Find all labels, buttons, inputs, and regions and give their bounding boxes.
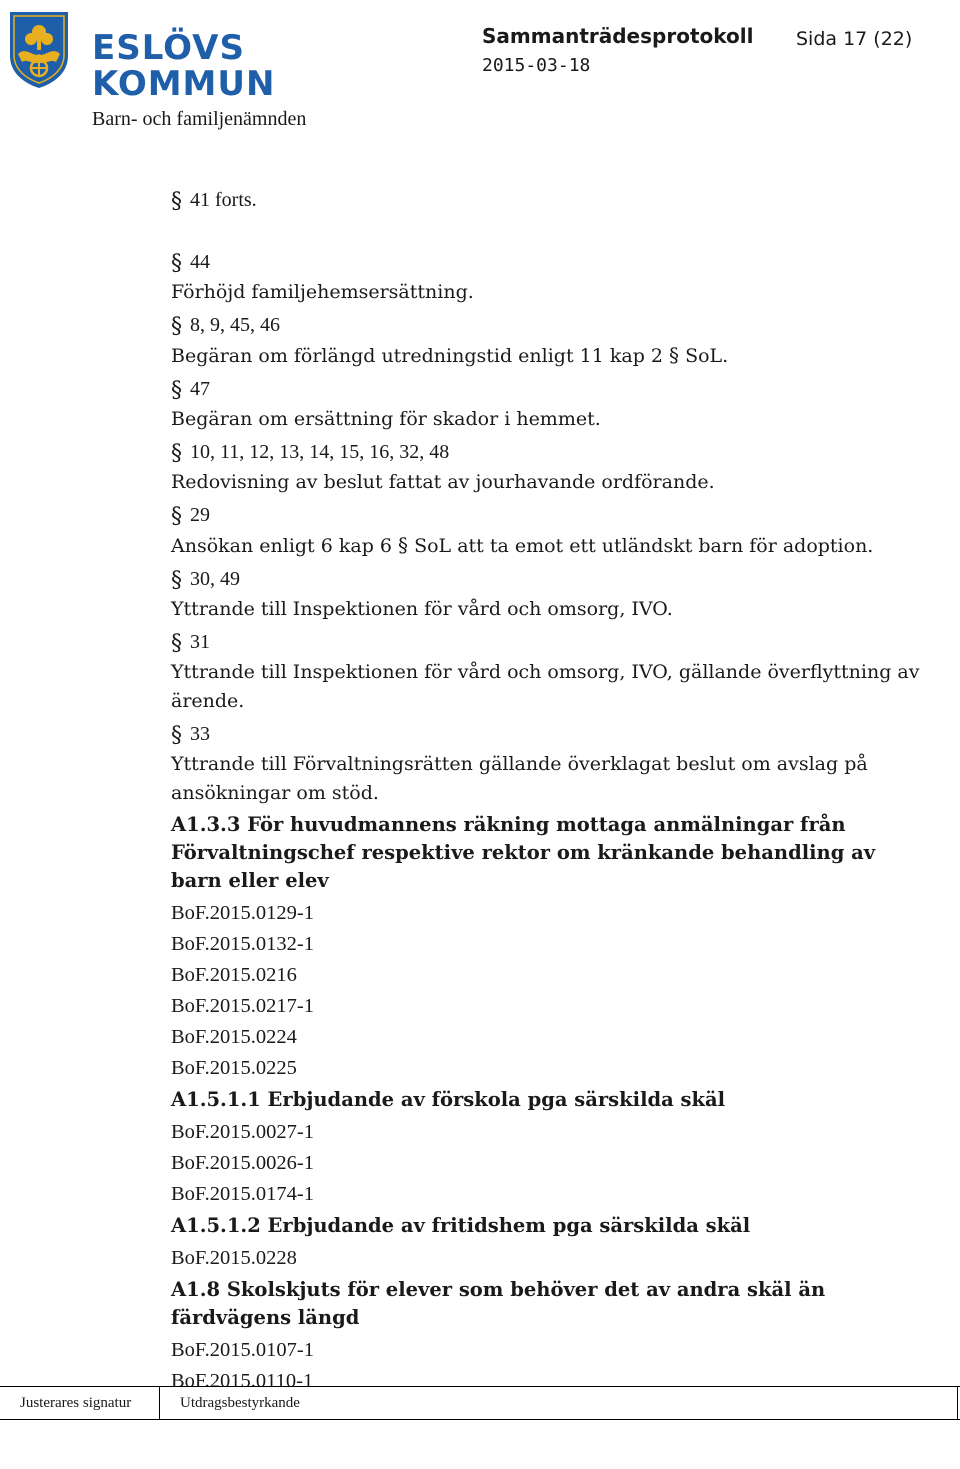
section-description: Yttrande till Inspektionen för vård och omsorg, IVO, gällande överflyttning av ärende. — [171, 661, 920, 712]
case-reference: BoF.2015.0026-1 — [171, 1152, 315, 1174]
delegation-heading: A1.5.1.2 Erbjudande av fritidshem pga särskilda skäl — [171, 1214, 751, 1237]
section-number: § 44 — [171, 247, 921, 277]
paragraph-sign: § — [171, 189, 182, 214]
section-description: Begäran om ersättning för skador i hemmet. — [171, 408, 601, 430]
paragraph-sign: § — [171, 723, 182, 748]
paragraph-sign: § — [398, 533, 409, 557]
section-description: Förhöjd familjehemsersättning. — [171, 281, 474, 303]
signature-field: Justerares signatur — [0, 1387, 160, 1419]
committee-name: Barn- och familjenämnden — [92, 108, 307, 130]
signature-footer — [0, 1386, 960, 1420]
delegation-heading: A1.3.3 För huvudmannens räkning mottaga anmälningar från Förvaltningschef respektive rektor om kränkande behandling av barn eller elev — [171, 813, 876, 892]
section-description: Yttrande till Inspektionen för vård och omsorg, IVO. — [171, 598, 673, 620]
paragraph-sign: § — [669, 343, 680, 367]
case-reference: BoF.2015.0225 — [171, 1057, 297, 1079]
case-reference: BoF.2015.0217-1 — [171, 995, 315, 1017]
section-description: Begäran om förlängd utredningstid enligt 11 kap 2 § SoL. — [171, 343, 729, 367]
paragraph-sign: § — [171, 251, 182, 276]
case-reference: BoF.2015.0174-1 — [171, 1183, 315, 1205]
case-reference: BoF.2015.0216 — [171, 964, 297, 986]
section-number: § 47 — [171, 374, 921, 404]
extract-certification-field: Utdragsbestyrkande — [160, 1387, 958, 1419]
paragraph-sign: § — [171, 631, 182, 656]
section-number: § 31 — [171, 627, 921, 657]
section-description: Redovisning av beslut fattat av jourhavande ordförande. — [171, 471, 715, 493]
section-number: § 29 — [171, 500, 921, 530]
paragraph-sign: § — [171, 568, 182, 593]
case-reference: BoF.2015.0224 — [171, 1026, 297, 1048]
section-number: § 30, 49 — [171, 564, 921, 594]
document-body — [171, 185, 921, 1397]
section-number: § 41 forts. — [171, 185, 921, 215]
case-reference: BoF.2015.0107-1 — [171, 1339, 315, 1361]
case-reference: BoF.2015.0129-1 — [171, 902, 315, 924]
paragraph-sign: § — [171, 378, 182, 403]
paragraph-sign: § — [171, 441, 182, 466]
case-reference: BoF.2015.0228 — [171, 1247, 297, 1269]
section-description: Ansökan enligt 6 kap 6 § SoL att ta emot ett utländskt barn för adoption. — [171, 533, 874, 557]
brand-line-1: ESLÖVS — [92, 28, 245, 68]
section-number: § 10, 11, 12, 13, 14, 15, 16, 32, 48 — [171, 437, 921, 467]
case-reference: BoF.2015.0132-1 — [171, 933, 315, 955]
paragraph-sign: § — [171, 314, 182, 339]
coat-of-arms-icon — [6, 8, 72, 90]
protocol-date: 2015-03-18 — [482, 55, 591, 76]
brand-name — [92, 30, 275, 102]
delegation-heading: A1.8 Skolskjuts för elever som behöver det av andra skäl än färdvägens längd — [171, 1278, 826, 1329]
case-reference: BoF.2015.0027-1 — [171, 1121, 315, 1143]
case-reference: BoF.2015.0110-1 — [171, 1370, 314, 1392]
section-description: Yttrande till Förvaltningsrätten gällande överklagat beslut om avslag på ansökningar om stöd. — [171, 753, 868, 804]
protocol-title: Sammanträdesprotokoll — [482, 24, 754, 48]
section-number: § 8, 9, 45, 46 — [171, 310, 921, 340]
section-number: § 33 — [171, 719, 921, 749]
delegation-heading: A1.5.1.1 Erbjudande av förskola pga särskilda skäl — [171, 1088, 726, 1111]
paragraph-sign: § — [171, 504, 182, 529]
page-number: Sida 17 (22) — [796, 28, 913, 50]
brand-line-2: KOMMUN — [92, 64, 276, 104]
